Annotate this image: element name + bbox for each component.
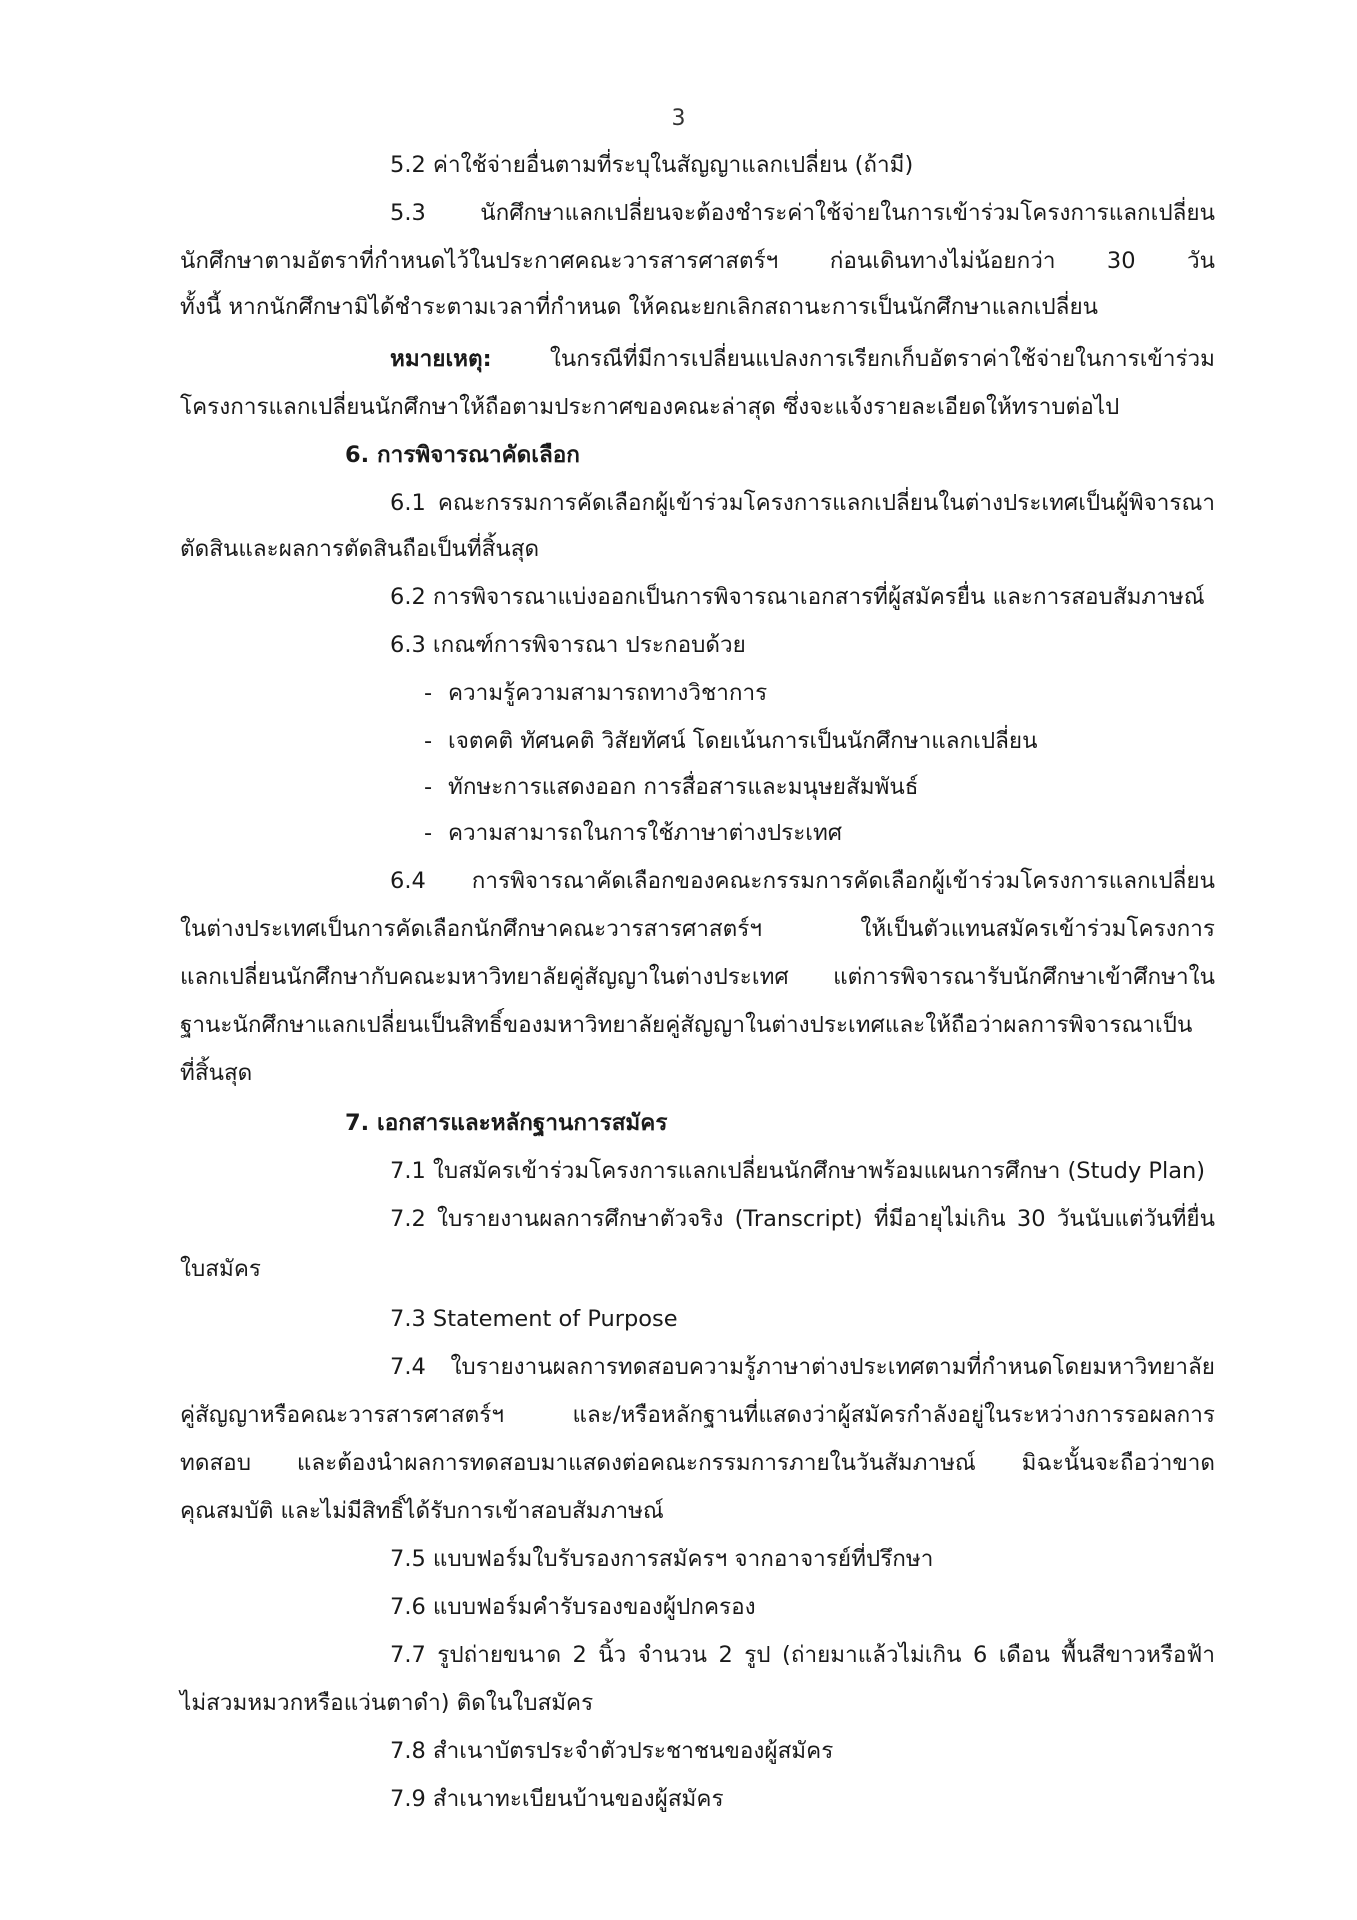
text-line-7-6: 7.6 แบบฟอร์มคำรับรองของผู้ปกครอง bbox=[390, 1594, 756, 1620]
text-line: คู่สัญญาหรือคณะวารสารศาสตร์ฯ และ/หรือหลักฐานที่แสดงว่าผู้สมัครกำลังอยู่ในระหว่างการรอผลการ bbox=[180, 1402, 1215, 1428]
text-line: ใบสมัคร bbox=[180, 1256, 261, 1282]
text-line: ทดสอบ และต้องนำผลการทดสอบมาแสดงต่อคณะกรรมการภายในวันสัมภาษณ์ มิฉะนั้นจะถือว่าขาด bbox=[180, 1450, 1215, 1476]
text-line-7-2: 7.2 ใบรายงานผลการศึกษาตัวจริง (Transcript) ที่มีอายุไม่เกิน 30 วันนับแต่วันที่ยื่น bbox=[390, 1206, 1215, 1232]
note-line bbox=[390, 344, 1215, 374]
section-heading-7: 7. เอกสารและหลักฐานการสมัคร bbox=[345, 1110, 668, 1136]
text-line: ในต่างประเทศเป็นการคัดเลือกนักศึกษาคณะวารสารศาสตร์ฯ ให้เป็นตัวแทนสมัครเข้าร่วมโครงการ bbox=[180, 916, 1215, 942]
text-line-6-1: 6.1 คณะกรรมการคัดเลือกผู้เข้าร่วมโครงการแลกเปลี่ยนในต่างประเทศเป็นผู้พิจารณา bbox=[390, 490, 1215, 516]
text-line: ที่สิ้นสุด bbox=[180, 1060, 253, 1086]
text-line-7-5: 7.5 แบบฟอร์มใบรับรองการสมัครฯ จากอาจารย์ที่ปรึกษา bbox=[390, 1546, 934, 1572]
text-line: คุณสมบัติ และไม่มีสิทธิ์ได้รับการเข้าสอบสัมภาษณ์ bbox=[180, 1498, 664, 1524]
text-line-7-4: 7.4 ใบรายงานผลการทดสอบความรู้ภาษาต่างประเทศตามที่กำหนดโดยมหาวิทยาลัย bbox=[390, 1354, 1215, 1380]
text-line: ไม่สวมหมวกหรือแว่นตาดำ) ติดในใบสมัคร bbox=[180, 1690, 594, 1716]
text-line-5-3: 5.3 นักศึกษาแลกเปลี่ยนจะต้องชำระค่าใช้จ่ายในการเข้าร่วมโครงการแลกเปลี่ยน bbox=[390, 200, 1215, 226]
text-line-6-4: 6.4 การพิจารณาคัดเลือกของคณะกรรมการคัดเลือกผู้เข้าร่วมโครงการแลกเปลี่ยน bbox=[390, 868, 1215, 894]
text-line-7-7: 7.7 รูปถ่ายขนาด 2 นิ้ว จำนวน 2 รูป (ถ่ายมาแล้วไม่เกิน 6 เดือน พื้นสีขาวหรือฟ้า bbox=[390, 1642, 1215, 1668]
text-line-6-2: 6.2 การพิจารณาแบ่งออกเป็นการพิจารณาเอกสารที่ผู้สมัครยื่น และการสอบสัมภาษณ์ bbox=[390, 584, 1205, 610]
criteria-item: - เจตคติ ทัศนคติ วิสัยทัศน์ โดยเน้นการเป็นนักศึกษาแลกเปลี่ยน bbox=[448, 726, 1037, 756]
text-line: ทั้งนี้ หากนักศึกษามิได้ชำระตามเวลาที่กำหนด ให้คณะยกเลิกสถานะการเป็นนักศึกษาแลกเปลี่ยน bbox=[180, 294, 1099, 320]
note-text: ในกรณีที่มีการเปลี่ยนแปลงการเรียกเก็บอัตราค่าใช้จ่ายในการเข้าร่วม bbox=[491, 346, 1215, 372]
text-line: ตัดสินและผลการตัดสินถือเป็นที่สิ้นสุด bbox=[180, 536, 540, 562]
text-line: นักศึกษาตามอัตราที่กำหนดไว้ในประกาศคณะวารสารศาสตร์ฯ ก่อนเดินทางไม่น้อยกว่า 30 วัน bbox=[180, 248, 1215, 274]
criteria-item: - ทักษะการแสดงออก การสื่อสารและมนุษยสัมพันธ์ bbox=[448, 772, 919, 802]
page-number: 3 bbox=[671, 106, 686, 131]
section-heading-6: 6. การพิจารณาคัดเลือก bbox=[345, 442, 580, 468]
criteria-item: - ความสามารถในการใช้ภาษาต่างประเทศ bbox=[448, 818, 842, 848]
text-line: ฐานะนักศึกษาแลกเปลี่ยนเป็นสิทธิ์ของมหาวิทยาลัยคู่สัญญาในต่างประเทศและให้ถือว่าผลการพิจารณาเป็น bbox=[180, 1012, 1193, 1038]
text-line-7-1: 7.1 ใบสมัครเข้าร่วมโครงการแลกเปลี่ยนนักศึกษาพร้อมแผนการศึกษา (Study Plan) bbox=[390, 1158, 1206, 1184]
text-line: แลกเปลี่ยนนักศึกษากับคณะมหาวิทยาลัยคู่สัญญาในต่างประเทศ แต่การพิจารณารับนักศึกษาเข้าศึกษาใน bbox=[180, 964, 1215, 990]
criteria-item: - ความรู้ความสามารถทางวิชาการ bbox=[448, 678, 767, 708]
text-line-7-9: 7.9 สำเนาทะเบียนบ้านของผู้สมัคร bbox=[390, 1786, 724, 1812]
text-line-7-3: 7.3 Statement of Purpose bbox=[390, 1306, 678, 1332]
text-line-6-3: 6.3 เกณฑ์การพิจารณา ประกอบด้วย bbox=[390, 632, 746, 658]
text-line: โครงการแลกเปลี่ยนนักศึกษาให้ถือตามประกาศของคณะล่าสุด ซึ่งจะแจ้งรายละเอียดให้ทราบต่อไป bbox=[180, 394, 1120, 420]
text-line-7-8: 7.8 สำเนาบัตรประจำตัวประชาชนของผู้สมัคร bbox=[390, 1738, 834, 1764]
note-label: หมายเหตุ: bbox=[390, 346, 492, 372]
text-line-5-2: 5.2 ค่าใช้จ่ายอื่นตามที่ระบุในสัญญาแลกเปลี่ยน (ถ้ามี) bbox=[390, 152, 914, 178]
